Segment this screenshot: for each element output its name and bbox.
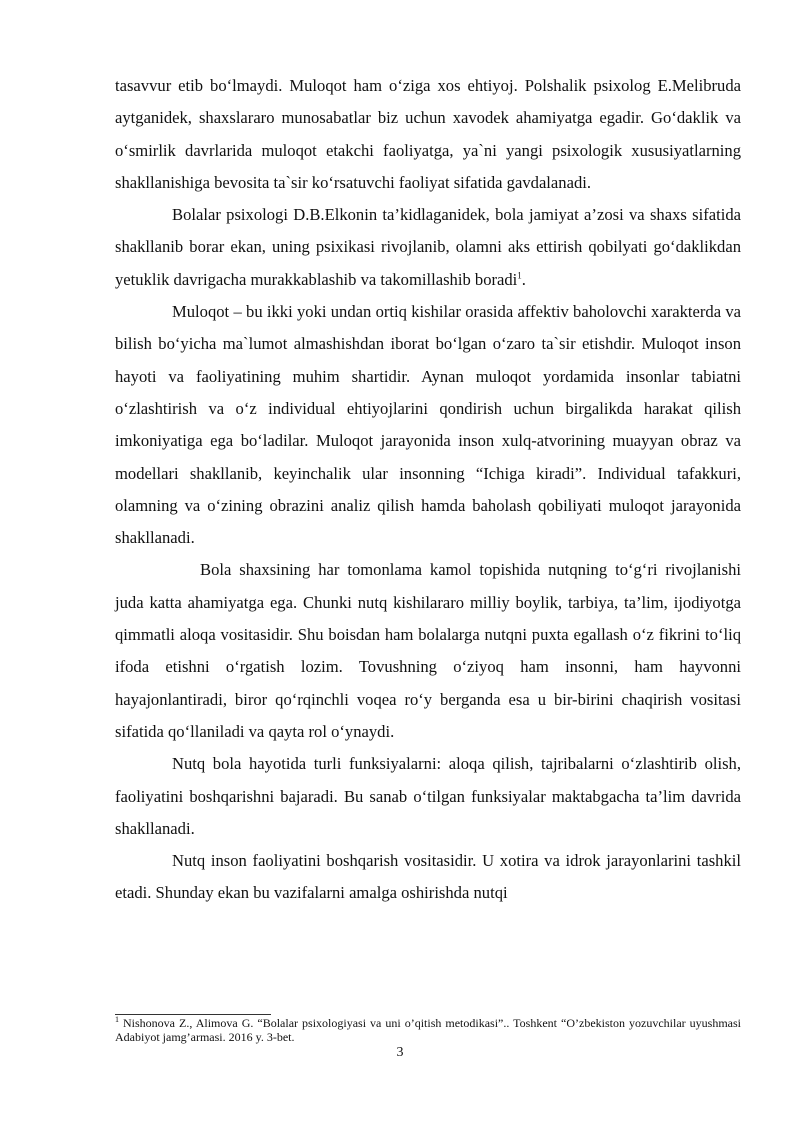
paragraph-text: Nutq bola hayotida turli funksiyalarni: aloqa qilish, tajribalarni o‘zlashtirib olish, faoliyatini boshqarishni bajaradi. Bu sanab o‘tilgan funksiyalar maktabgacha ta’lim davrida shakllanadi. (115, 754, 741, 838)
paragraph-text: Muloqot – bu ikki yoki undan ortiq kishilar orasida affektiv baholovchi xarakterda va bilish bo‘yicha ma`lumot almashishdan iborat bo‘lgan o‘zaro ta`sir etishdir. Muloqot inson hayoti va faoliyatining muhim shartidir. Aynan muloqot yordamida insonlar tabiatni o‘zlashtirish va o‘z individual ehtiyojlarini qondirish uchun birgalikda harakat qilish imkoniyatiga ega bo‘ladilar. Muloqot jarayonida inson xulq-atvorining muayyan obraz va modellari shakllanib, keyinchalik ular insonning “Ichiga kiradi”. Individual tafakkuri, olamning va o‘zining obrazini analiz qilish hamda baholash qobiliyati muloqot jarayonida shakllanadi. (115, 302, 741, 548)
footnote (115, 1016, 741, 1044)
footnote-reference[interactable]: 1 (517, 270, 522, 281)
paragraph-text: Bolalar psixologi D.B.Elkonin ta’kidlaganidek, bola jamiyat a’zosi va shaxs sifatida shakllanib borar ekan, uning psixikasi rivojlanib, olamni aks ettirish qobilyati go‘daklikdan yetuklik davrigacha murakkablashib va takomillashib boradi (115, 205, 741, 289)
body-text (115, 70, 741, 910)
paragraph-text: Bola shaxsining har tomonlama kamol topishida nutqning to‘g‘ri rivojlanishi juda katta ahamiyatga ega. Chunki nutq kishilararo milliy boylik, tarbiya, ta’lim, ijodiyotga qimmatli aloqa vositasidir. Shu boisdan ham bolalarga nutqni puxta egallash o‘z fikrini to‘liq ifoda etishni o‘rgatish lozim. Tovushning o‘ziyoq ham insonni, ham hayvonni hayajonlantiradi, biror qo‘rqinchli voqea ro‘y berganda esa u bir-birini chaqirish vositasi sifatida qo‘llaniladi va qayta rol o‘ynaydi. (115, 560, 741, 741)
paragraph-nutq-vositasi (115, 845, 741, 910)
paragraph-text: Nutq inson faoliyatini boshqarish vositasidir. U xotira va idrok jarayonlarini tashkil etadi. Shunday ekan bu vazifalarni amalga oshirishda nutqi (115, 851, 741, 903)
footnote-text: Nishonova Z., Alimova G. “Bolalar psixologiyasi va uni o’qitish metodikasi”.. Toshkent “O’zbekiston yozuvchilar uyushmasi Adabiyot jamg’armasi. 2016 y. 3-bet. (115, 1016, 741, 1044)
paragraph-continuation (115, 70, 741, 199)
footnote-separator (115, 1014, 271, 1015)
footnote-marker: 1 (115, 1015, 119, 1024)
page-number: 3 (396, 1045, 404, 1060)
paragraph-text-tail: . (521, 269, 526, 289)
paragraph-muloqot (115, 296, 741, 554)
paragraph-text: tasavvur etib bo‘lmaydi. Muloqot ham o‘ziga xos ehtiyoj. Polshalik psixolog E.Melibruda aytganidek, shaxslararo munosabatlar biz uchun xavodek ahamiyatga egadir. Go‘daklik va o‘smirlik davrlarida muloqot etakchi faoliyatga, ya`ni yangi psixologik xususiyatlarning shakllanishiga bevosita ta`sir ko‘rsatuvchi faoliyat sifatida gavdalanadi. (115, 76, 741, 192)
paragraph-elkonin (115, 199, 741, 296)
paragraph-bola-shaxsi (115, 554, 741, 748)
paragraph-nutq-funksiyalari (115, 748, 741, 845)
